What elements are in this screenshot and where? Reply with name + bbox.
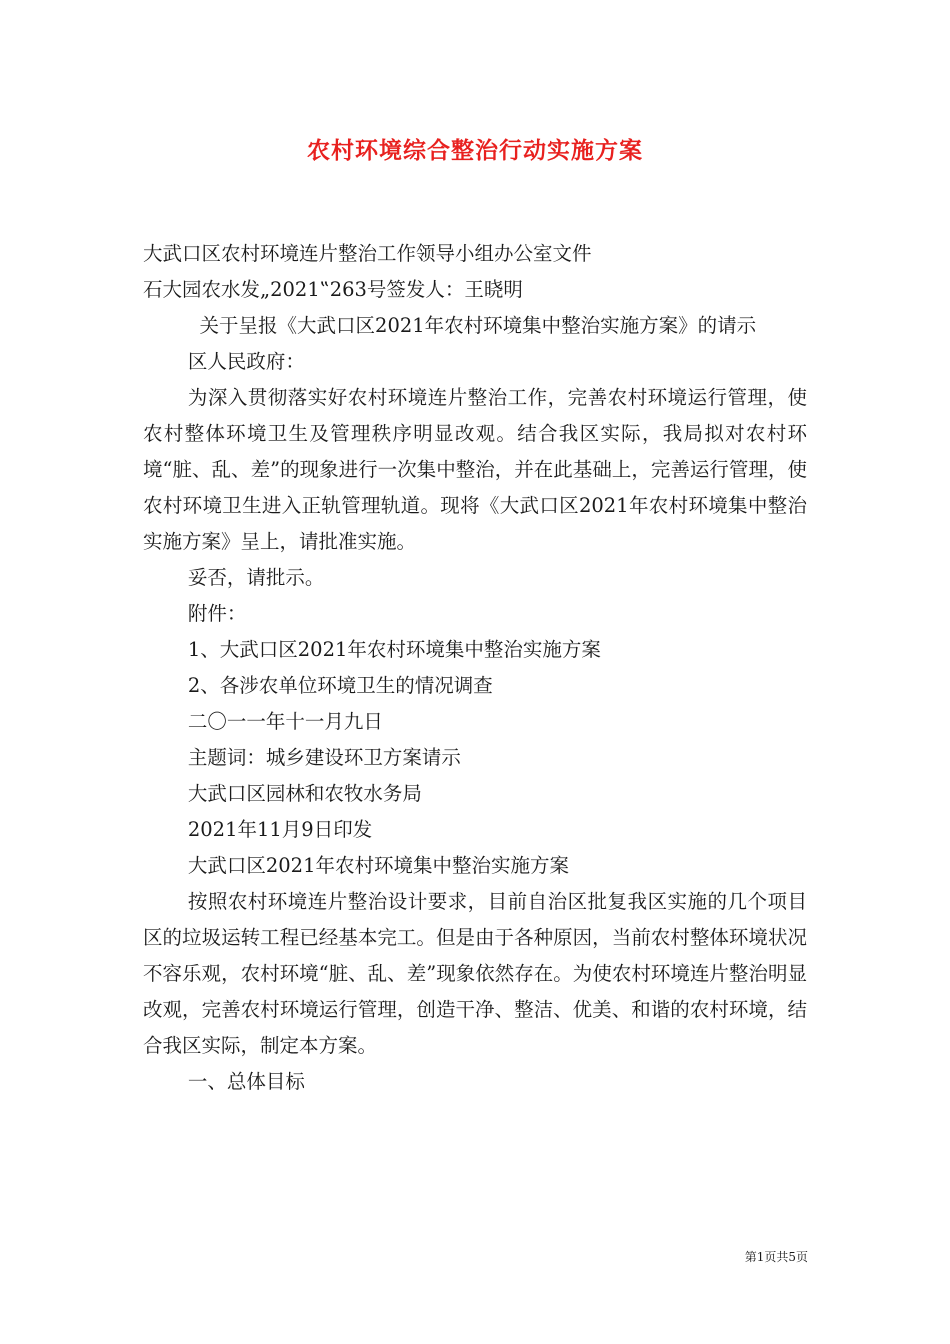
issuing-office-line: 大武口区农村环境连片整治工作领导小组办公室文件 xyxy=(143,242,592,265)
request-subject: 关于呈报《大武口区2021年农村环境集中整治实施方案》的请示 xyxy=(199,314,757,337)
attachment-item-1: 1、大武口区2021年农村环境集中整治实施方案 xyxy=(187,638,601,661)
approval-request: 妥否，请批示。 xyxy=(187,566,325,589)
issuing-bureau: 大武口区园林和农牧水务局 xyxy=(187,782,422,805)
attachment-item-2: 2、各涉农单位环境卫生的情况调查 xyxy=(187,674,493,697)
plan-intro-paragraph: 按照农村环境连片整治设计要求，目前自治区批复我区实施的几个项目区的垃圾运转工程已经基本完工。但是由于各种原因，当前农村整体环境状况不容乐观，农村环境“脏、乱、差”现象依然存在。为使农村环境连片整治明显改观，完善农村环境运行管理，创造干净、整洁、优美、和谐的农村环境，结合我区实际，制定本方案。 xyxy=(143,890,807,1057)
document-number-line: 石大园农水发„2021‟263号签发人：王晓明 xyxy=(143,278,523,301)
document-date: 二〇一一年十一月九日 xyxy=(187,710,383,733)
document-body xyxy=(143,236,807,1100)
section-heading-overall-goal: 一、总体目标 xyxy=(187,1070,305,1093)
document-title: 农村环境综合整治行动实施方案 xyxy=(307,138,643,164)
addressee: 区人民政府： xyxy=(187,350,305,373)
plan-title: 大武口区2021年农村环境集中整治实施方案 xyxy=(187,854,569,877)
page-number-footer: 第1页共5页 xyxy=(744,1250,808,1264)
print-date: 2021年11月9日印发 xyxy=(187,818,373,841)
request-body-paragraph: 为深入贯彻落实好农村环境连片整治工作，完善农村环境运行管理，使农村整体环境卫生及管理秩序明显改观。结合我区实际，我局拟对农村环境“脏、乱、差”的现象进行一次集中整治，并在此基础上，完善运行管理，使农村环境卫生进入正轨管理轨道。现将《大武口区2021年农村环境集中整治实施方案》呈上，请批准实施。 xyxy=(143,386,807,553)
attachments-heading: 附件： xyxy=(187,602,247,625)
subject-keywords: 主题词：城乡建设环卫方案请示 xyxy=(187,746,461,769)
